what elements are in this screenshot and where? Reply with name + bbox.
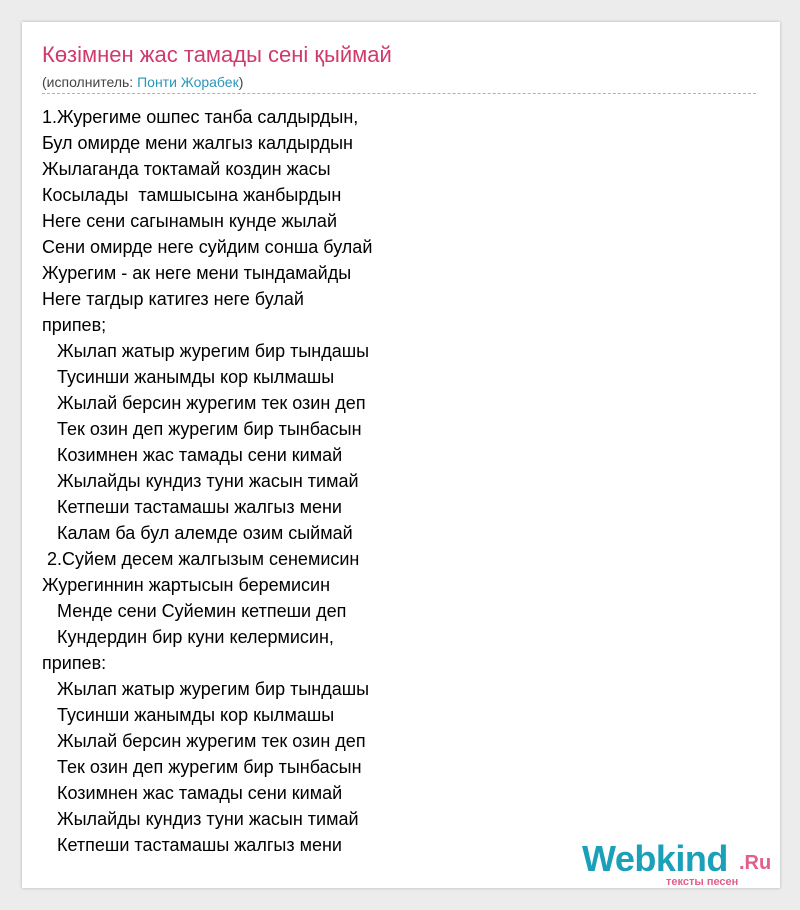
lyric-line: Козимнен жас тамады сени кимай (42, 783, 343, 803)
lyric-line: Жылай берсин журегим тек озин деп (42, 731, 366, 751)
artist-prefix: (исполнитель: (42, 74, 138, 90)
lyric-line: Менде сени Суйемин кетпеши деп (42, 601, 347, 621)
lyric-line: 2.Суйем десем жалгызым сенемисин (42, 549, 360, 569)
artist-line (42, 74, 243, 90)
lyric-line: Жылайды кундиз туни жасын тимай (42, 471, 359, 491)
lyric-line: Кундердин бир куни келермисин, (42, 627, 334, 647)
lyric-line: Журегиннин жартысын беремисин (42, 575, 331, 595)
artist-suffix: ) (238, 74, 244, 90)
lyric-line: Козимнен жас тамады сени кимай (42, 445, 343, 465)
lyric-line: Кетпеши тастамашы жалгыз мени (42, 497, 342, 517)
lyric-line: Жылап жатыр журегим бир тындашы (42, 341, 370, 361)
lyric-line: припев: (42, 653, 107, 673)
logo-domain: .Ru (739, 852, 772, 874)
lyric-line: Жылай берсин журегим тек озин деп (42, 393, 366, 413)
lyric-line: Косылады тамшысына жанбырдын (42, 185, 342, 205)
lyric-line: Неге тагдыр катигез неге булай (42, 289, 304, 309)
lyric-line: припев; (42, 315, 107, 335)
logo-wordmark: Webkind (582, 838, 728, 879)
lyric-line: Тусинши жанымды кор кылмашы (42, 705, 335, 725)
song-title: Көзімнен жас тамады сені қыймай (42, 42, 392, 67)
lyric-line: Неге сени сагынамын кунде жылай (42, 211, 337, 231)
title-divider (42, 93, 756, 94)
lyric-line: Сени омирде неге суйдим сонша булай (42, 237, 373, 257)
lyric-line: Тусинши жанымды кор кылмашы (42, 367, 335, 387)
lyrics-text (42, 104, 762, 858)
lyric-line: Бул омирде мени жалгыз калдырдын (42, 133, 353, 153)
site-logo[interactable] (582, 838, 782, 888)
lyric-line: Калам ба бул алемде озим сыймай (42, 523, 353, 543)
lyric-line: Жылап жатыр журегим бир тындашы (42, 679, 370, 699)
lyric-line: Жылайды кундиз туни жасын тимай (42, 809, 359, 829)
lyric-line: Жылаганда токтамай коздин жасы (42, 159, 331, 179)
artist-link[interactable]: Понти Жорабек (137, 74, 239, 90)
lyric-line: Тек озин деп журегим бир тынбасын (42, 757, 362, 777)
lyric-line: 1.Журегиме ошпес танба салдырдын, (42, 107, 359, 127)
lyric-line: Кетпеши тастамашы жалгыз мени (42, 835, 342, 855)
lyric-line: Тек озин деп журегим бир тынбасын (42, 419, 362, 439)
logo-tagline: тексты песен (666, 876, 739, 888)
lyrics-card (22, 22, 780, 888)
lyric-line: Журегим - ак неге мени тындамайды (42, 263, 352, 283)
